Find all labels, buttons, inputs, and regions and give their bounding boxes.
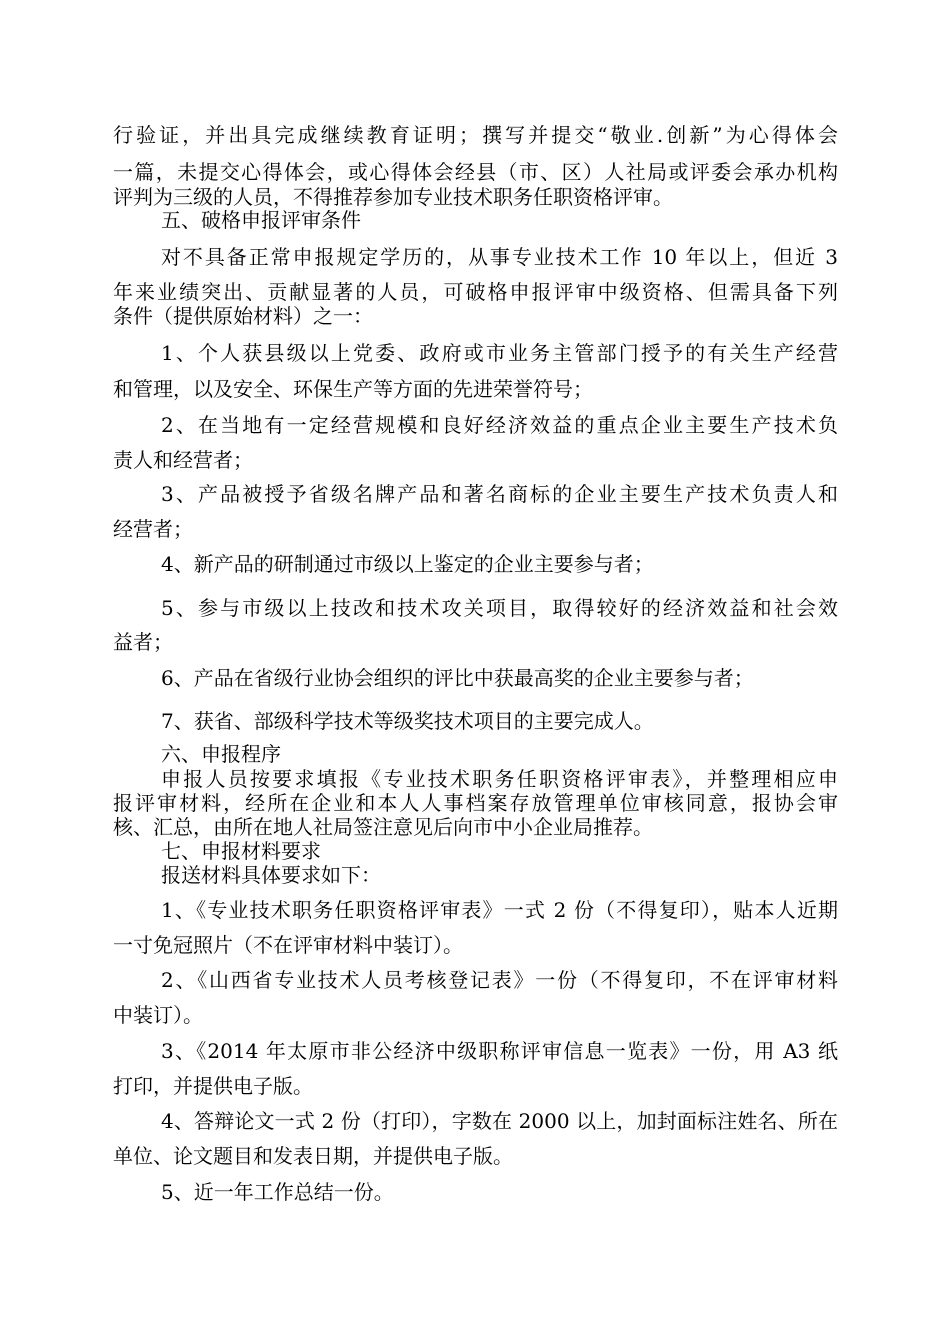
section-heading: 六、申报程序 [161,742,281,766]
text-line: 一篇，未提交心得体会，或心得体会经县（市、区）人社局或评委会承办机构 [113,160,838,184]
list-item-line: 5、参与市级以上技改和技术攻关项目，取得较好的经济效益和社会效 [161,596,838,620]
text-line: 评判为三级的人员，不得推荐参加专业技术职务任职资格评审。 [113,185,673,209]
list-item-line: 一寸免冠照片（不在评审材料中装订）。 [113,933,463,957]
text-line: 条件（提供原始材料）之一： [113,304,373,328]
list-item-line: 6、产品在省级行业协会组织的评比中获最高奖的企业主要参与者； [161,666,754,690]
list-item-line: 中装订）。 [113,1003,203,1027]
list-item-line: 打印，并提供电子版。 [113,1074,313,1098]
section-heading: 七、申报材料要求 [161,839,321,863]
text-line: 年来业绩突出、贡献显著的人员，可破格申报评审中级资格、但需具备下列 [113,280,838,304]
text-line: 报送材料具体要求如下： [161,863,381,887]
section-heading: 五、破格申报评审条件 [161,208,361,232]
list-item-line: 1、个人获县级以上党委、政府或市业务主管部门授予的有关生产经营 [161,341,838,365]
list-item-line: 1、《专业技术职务任职资格评审表》一式 2 份（不得复印），贴本人近期 [161,898,838,922]
list-item-line: 单位、论文题目和发表日期，并提供电子版。 [113,1144,513,1168]
list-item-line: 5、近一年工作总结一份。 [161,1180,394,1204]
list-item-line: 7、获省、部级科学技术等级奖技术项目的主要完成人。 [161,709,654,733]
text-line: 对不具备正常申报规定学历的，从事专业技术工作 10 年以上，但近 3 [161,245,838,269]
list-item-line: 责人和经营者； [113,448,253,472]
text-line: 行验证，并出具完成继续教育证明；撰写并提交“敬业.创新”为心得体会 [113,123,838,147]
text-line: 申报人员按要求填报《专业技术职务任职资格评审表》，并整理相应申 [161,767,838,791]
list-item-line: 和管理，以及安全、环保生产等方面的先进荣誉符号； [113,377,593,401]
list-item-line: 经营者； [113,517,193,541]
list-item-line: 2、在当地有一定经营规模和良好经济效益的重点企业主要生产技术负 [161,413,838,437]
list-item-line: 3、《2014 年太原市非公经济中级职称评审信息一览表》一份，用 A3 纸 [161,1039,838,1063]
list-item-line: 3、产品被授予省级名牌产品和著名商标的企业主要生产技术负责人和 [161,482,838,506]
text-line: 核、汇总，由所在地人社局签注意见后向市中小企业局推荐。 [113,815,653,839]
list-item-line: 4、答辩论文一式 2 份（打印），字数在 2000 以上，加封面标注姓名、所在 [161,1109,838,1133]
list-item-line: 4、新产品的研制通过市级以上鉴定的企业主要参与者； [161,552,654,576]
text-line: 报评审材料，经所在企业和本人人事档案存放管理单位审核同意，报协会审 [113,791,838,815]
list-item-line: 2、《山西省专业技术人员考核登记表》一份（不得复印，不在评审材料 [161,968,838,992]
list-item-line: 益者； [113,630,173,654]
